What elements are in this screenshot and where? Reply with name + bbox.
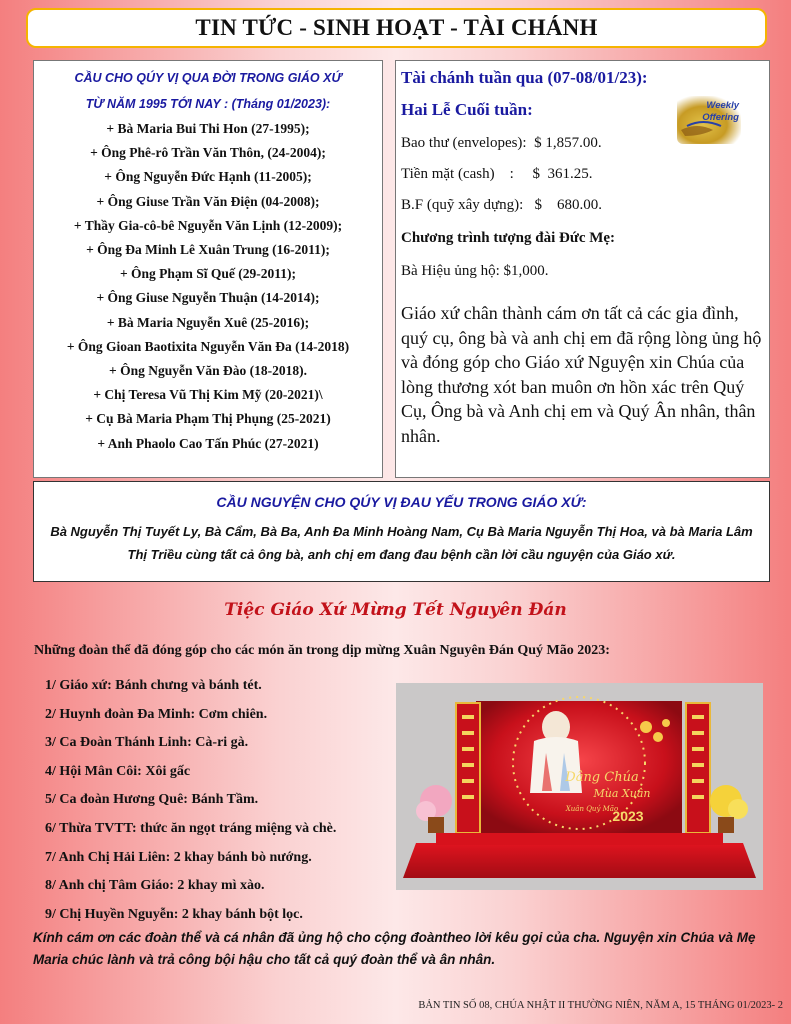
page-title: TIN TỨC - SINH HOẠT - TÀI CHÁNH	[195, 15, 598, 40]
banner-year: 2023	[612, 808, 644, 824]
list-item: + Ông Đa Minh Lê Xuân Trung (16-2011);	[86, 242, 330, 258]
tet-backdrop-graphic	[396, 683, 763, 890]
list-item: 9/ Chị Huyền Nguyễn: 2 khay bánh bột lọc.	[45, 906, 303, 922]
list-item: + Bà Maria Nguyễn Xuê (25-2016);	[106, 314, 310, 330]
list-item: + Anh Phaolo Cao Tấn Phúc (27-2021)	[97, 435, 319, 451]
tet-title: Tiệc Giáo Xứ Mừng Tết Nguyên Đán	[224, 600, 567, 620]
banner-line1: Dâng Chúa	[565, 770, 639, 785]
offering-logo-line2: Offering	[702, 112, 739, 123]
list-item: + Ông Phạm Sĩ Quế (29-2011);	[119, 266, 297, 282]
finance-cash: Tiền mặt (cash) : $ 361.25.	[401, 166, 593, 182]
finance-envelopes: Bao thư (envelopes): $ 1,857.00.	[401, 135, 602, 151]
list-item: 4/ Hội Mân Côi: Xôi gấc	[45, 763, 191, 779]
list-item: + Ông Phê-rô Trần Văn Thôn, (24-2004);	[90, 145, 326, 161]
memorial-heading: CẦU CHO QÚY VỊ QUA ĐỜI TRONG GIÁO XỨ	[74, 71, 342, 85]
list-item: + Ông Nguyễn Văn Đào (18-2018).	[109, 363, 307, 379]
statue-program-title: Chương trình tượng đài Đức Mẹ:	[401, 230, 616, 246]
page-footer: BẢN TIN SỐ 08, CHÚA NHẬT II THƯỜNG NIÊN, NĂM A, 15 THÁNG 01/2023- 2	[418, 1000, 783, 1011]
tet-backdrop-image	[396, 683, 763, 890]
list-item: + Ông Nguyễn Đức Hạnh (11-2005);	[104, 169, 312, 185]
list-item: + Chị Teresa Vũ Thị Kim Mỹ (20-2021)\	[93, 387, 323, 403]
weekly-offering-logo	[677, 96, 741, 144]
list-item: 5/ Ca đoàn Hương Quê: Bánh Tầm.	[45, 792, 259, 808]
list-item: + Thầy Gia-cô-bê Nguyễn Văn Lịnh (12-2009);	[73, 217, 343, 233]
list-item: 3/ Ca Đoàn Thánh Linh: Cà-ri gà.	[45, 735, 249, 751]
list-item: 6/ Thừa TVTT: thức ăn ngọt tráng miệng và chè.	[45, 820, 337, 836]
list-item: + Cụ Bà Maria Phạm Thị Phụng (25-2021)	[85, 411, 331, 427]
list-item: 7/ Anh Chị Hải Liên: 2 khay bánh bò nướng.	[45, 849, 312, 865]
finance-title: Tài chánh tuần qua (07-08/01/23):	[401, 68, 648, 87]
prayer-sick-box	[33, 481, 770, 582]
finance-building-fund: B.F (quỹ xây dựng): $ 680.00.	[401, 197, 603, 213]
tet-contributions-list	[45, 672, 336, 929]
memorial-subheading: TỪ NĂM 1995 TỚI NAY : (Tháng 01/2023):	[85, 97, 331, 111]
list-item: 1/ Giáo xứ: Bánh chưng và bánh tét.	[45, 678, 262, 693]
prayer-sick-title: CẦU NGUYỆN CHO QÚY VỊ ĐAU YẾU TRONG GIÁO XỨ:	[216, 494, 587, 510]
memorial-box	[33, 60, 383, 478]
closing-paragraph: Kính cám ơn các đoàn thể và cá nhân đã ủng hộ cho cộng đoàntheo lời kêu gọi của cha. Nguyện xin Chúa và Mẹ Maria chúc lành và trả công bội hậu cho tất cả quý đoàn thể và ân nhân.	[33, 930, 756, 967]
finance-subtitle: Hai Lễ Cuối tuần:	[401, 100, 533, 119]
prayer-sick-text: Bà Nguyễn Thị Tuyết Ly, Bà Cẩm, Bà Ba, Anh Đa Minh Hoàng Nam, Cụ Bà Maria Nguyễn Thị Hoa, và bà Maria Lâm Thị Triều cùng tất cả ông bà, anh chị em đang đau bệnh cần lời cầu nguyện của Giáo xứ.	[50, 524, 753, 562]
list-item: + Ông Giuse Nguyễn Thuận (14-2014);	[96, 290, 320, 306]
list-item: + Ông Gioan Baotixita Nguyễn Văn Đa (14-2018)	[66, 338, 350, 354]
statue-donation: Bà Hiệu ủng hộ: $1,000.	[401, 263, 549, 279]
banner-line2: Mùa Xuân	[593, 787, 651, 800]
thanks-paragraph: Giáo xứ chân thành cám ơn tất cả các gia đình, quý cụ, ông bà và anh chị em đã rộng lòng ủng hộ và đóng góp cho Giáo xứ Nguyện xin Chúa của lòng thương xót ban muôn ơn hồn xác trên Quý Cụ, Ông bà và Anh chị em và Quý Ân nhân, thân nhân.	[401, 303, 762, 446]
list-item: 2/ Huynh đoàn Đa Minh: Cơm chiên.	[45, 706, 268, 722]
banner-small: Xuân Quý Mão	[565, 805, 619, 813]
memorial-list	[34, 117, 382, 456]
list-item: + Ông Giuse Trần Văn Điện (04-2008);	[96, 193, 320, 209]
page-header	[26, 8, 767, 48]
offering-logo-line1: Weekly	[706, 100, 739, 111]
list-item: + Bà Maria Bui Thi Hon (27-1995);	[106, 121, 310, 136]
list-item: 8/ Anh chị Tâm Giáo: 2 khay mì xào.	[45, 878, 265, 894]
tet-intro: Những đoàn thể đã đóng góp cho các món ăn trong dịp mừng Xuân Nguyên Đán Quý Mão 2023:	[34, 643, 610, 658]
